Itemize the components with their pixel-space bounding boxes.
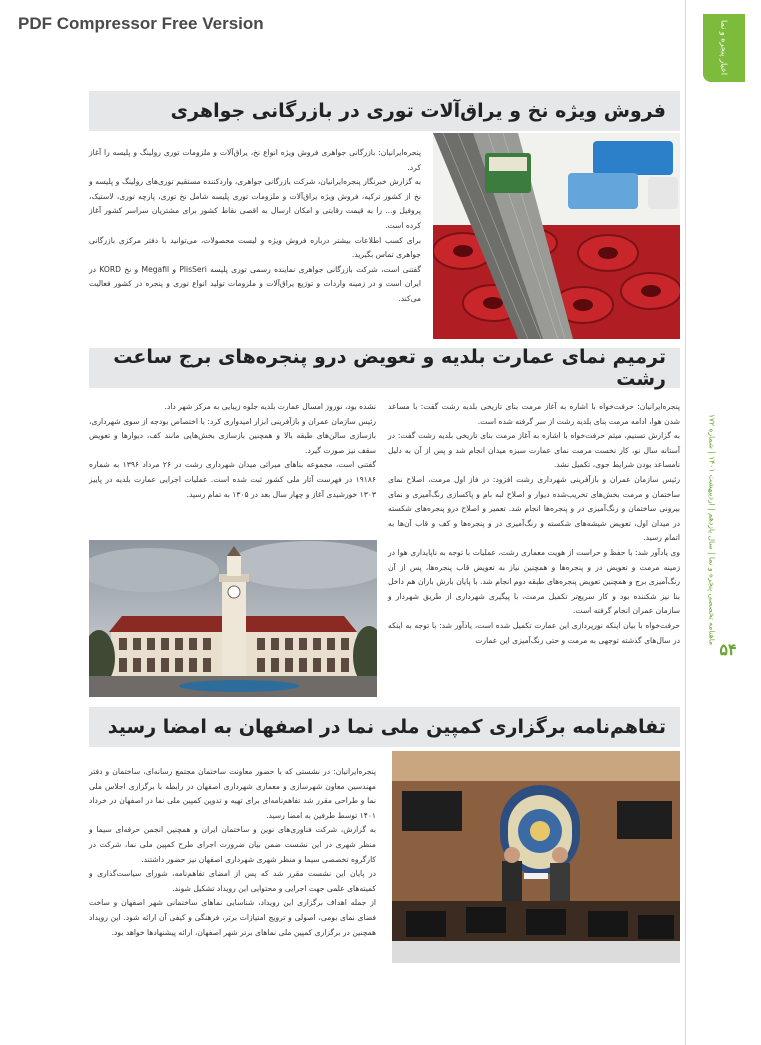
product-photo-graphic	[433, 133, 680, 339]
magazine-info-label: ماهنامه تخصصی پنجره و نما | سال یازدهم | اردیبهشت ۱۴۰۱ | شماره ۱۷۲	[707, 414, 717, 646]
article-body-3	[89, 765, 376, 940]
article-title-3: تفاهم‌نامه برگزاری کمپین ملی نما در اصفهان به امضا رسید	[107, 716, 666, 738]
paragraph: از جمله اهداف برگزاری این رویداد، شناسایی نماهای ساختمانی شهر اصفهان و ساخت فضای نمای بومی، اصولی و ترویج امتیازات برتر، فرهنگی و کیفی آن ارائه شود. این رویداد همچنین در برگزاری کمپین ملی نماهای برتر شهر اصفهان، ارائه پیشنهادها خواهد بود.	[89, 898, 376, 937]
article-title-bar-3	[89, 707, 680, 747]
paragraph: برای کسب اطلاعات بیشتر درباره فروش ویژه و لیست محصولات، می‌توانید با دفتر مرکزی بازرگانی جواهری تماس بگیرید.	[89, 235, 421, 260]
magazine-info-strip	[703, 380, 721, 680]
paragraph: به گزارش خبرنگار پنجره‌ایرانیان، شرکت بازرگانی جواهری، واردکننده مستقیم توری‌های رولینگ و پلیسه و نخ از کشور ترکیه، فروش ویژه یراق‌آلات و ملزومات توری پلیسه شامل نخ توری، پارچه توری، لاستیک، پروفیل و... را به قیمت رقابتی و امکان ارسال به اقصی نقاط کشور برای مشتریان سراسر کشور آغاز کرده است.	[89, 177, 421, 230]
meeting-graphic	[392, 751, 680, 963]
paragraph: پنجره‌ایرانیان: حرفت‌خواه با اشاره به آغاز مرمت بنای تاریخی بلدیه رشت گفت: با مساعد شدن هوا، ادامه مرمت بنای بلدیه رشت از سر گرفته شده است.	[388, 402, 680, 426]
paragraph: رئیس سازمان عمران و بازآفرینی شهرداری رشت افزود: در فاز اول مرمت، اصلاح نمای ساختمان و مرمت بخش‌های تخریب‌شده دیوار و اصلاح لبه بام و پاکسازی رنگ‌آمیزی و نمای بیرونی ساختمان و رنگ‌آمیزی در و پنجره‌ها انجام شد. تعمیر و اصلاح درو پنجره‌های شکسته در میدان اول، تعویض شیشه‌های شکسته و رنگ‌آمیزی در و پنجره‌ها و کف و قاب آن‌ها به اتمام رسید.	[388, 474, 680, 543]
margin-line	[685, 0, 686, 1045]
article-title-2: ترمیم نمای عمارت بلدیه و تعویض درو پنجره‌های برج ساعت رشت	[113, 346, 666, 390]
page-number: ۵۴	[719, 642, 737, 659]
paragraph: گفتنی است، مجموعه بناهای میراثی میدان شهرداری رشت در ۲۶ مرداد ۱۳۹۶ به شماره ۱۹۱۸۶ در فهرست آثار ملی کشور ثبت شده است. عملیات اجرایی عمارت بلدیه در پاییز ۱۳۰۳ خورشیدی آغاز و چهار سال بعد در ۱۳۰۵ به تمام رسید.	[89, 460, 376, 499]
article-body-1	[89, 146, 421, 307]
paragraph: رئیس سازمان عمران و بازآفرینی ابزار امیدواری کرد: با اختصاص بودجه از سوی شهرداری، بازسازی سالن‌های طبقه بالا و همچنین بازسازی بخش‌هایی مانند کف، دیوارها و تعویض سقف نیز صورت گیرد.	[89, 416, 376, 455]
section-tab	[703, 14, 745, 82]
clock-tower-graphic	[89, 540, 377, 697]
product-photo	[433, 133, 680, 339]
paragraph: پنجره‌ایرانیان: در نشستی که با حضور معاونت ساختمان مجتمع رسانه‌ای، ساختمان و دفتر مهندسین معاون شهرسازی و معماری شهرداری اصفهان در رابطه با برگزاری اجلاس ملی نما و طراحی مقرر شد تفاهم‌نامه‌ای برای تهیه و تدوین کمپین ملی نما در اصفهان در خرداد ۱۴۰۱ توسط طرفین به امضا رسید.	[89, 767, 376, 820]
clock-tower-photo	[89, 540, 377, 697]
paragraph: به گزارش، شرکت فناوری‌های نوین و ساختمان ایران و همچنین انجمن حرفه‌ای سیما و منظر شهری در این نشست ضمن بیان ضرورت اجرای طرح کمپین ملی نما، شرکت در کارگروه تخصصی سیما و منظر شهری شهرداری اصفهان نیز حضور داشتند.	[89, 825, 376, 864]
paragraph: در پایان این نشست مقرر شد که پس از امضای تفاهم‌نامه، شورای سیاست‌گذاری و کمیته‌های علمی جهت اجرایی و محتوایی این رویداد تشکیل شوند.	[89, 869, 376, 893]
paragraph: نشده بود، نوروز امسال عمارت بلدیه جلوه زیبایی به مرکز شهر داد.	[164, 402, 376, 411]
paragraph: حرفت‌خواه با بیان اینکه نورپردازی این عمارت تکمیل شده است، یادآور شد: با توجه به اینکه در سال‌های گذشته توجهی به مرمت و حتی رنگ‌آمیزی این عمارت	[388, 620, 680, 645]
paragraph: به گزارش تسنیم، میثم حرفت‌خواه با اشاره به آغاز مرمت بنای تاریخی بلدیه رشت گفت: در آستانه سال نو، کار نخست مرمت نمای عمارت سبزه میدان انجام شد و پس از آن به دلیل نامساعد بودن شرایط جوی، تکمیل نشد.	[388, 431, 680, 470]
paragraph: وی یادآور شد: با حفظ و حراست از هویت معماری رشت، عملیات با توجه به ناپایداری هوا در زمینه مرمت و تعویض در و پنجره‌ها و همچنین نیاز به تعویض قاب پنجره‌ها، پس از آن رنگ‌آمیزی برج و همچنین تعویض پنجره‌های طبقه دوم انجام شد. با پایان بارش باران هم داخل بنا نیز شکننده بود و کار سریع‌تر تکمیل مرمت، با پیگیری شهرداری از طریق شهردار و سازمان عمران انجام گرفته است.	[388, 547, 680, 616]
article-body-2-right	[388, 400, 680, 648]
pdf-watermark: PDF Compressor Free Version	[18, 14, 264, 33]
article-body-2-left	[89, 400, 376, 502]
paragraph: گفتنی است، شرکت بازرگانی جواهری نماینده رسمی توری پلیسه PlisSeri و Megafil و نخ KORD در ایران است و در زمینه واردات و توزیع یراق‌آلات و ملزومات تولید انواع توری و پنجره در کشور فعالیت می‌کند.	[89, 264, 421, 303]
article-title-bar-1	[89, 91, 680, 131]
article-title-bar-2	[89, 348, 680, 388]
section-tab-label: اخبار پنجره و نما	[719, 20, 729, 76]
paragraph: پنجره‌ایرانیان: بازرگانی جواهری فروش ویژه انواع نخ، یراق‌آلات و ملزومات توری رولینگ و پلیسه را آغاز کرد.	[89, 148, 421, 172]
article-title-1: فروش ویژه نخ و یراق‌آلات توری در بازرگانی جواهری	[170, 100, 666, 122]
meeting-photo	[392, 751, 680, 963]
